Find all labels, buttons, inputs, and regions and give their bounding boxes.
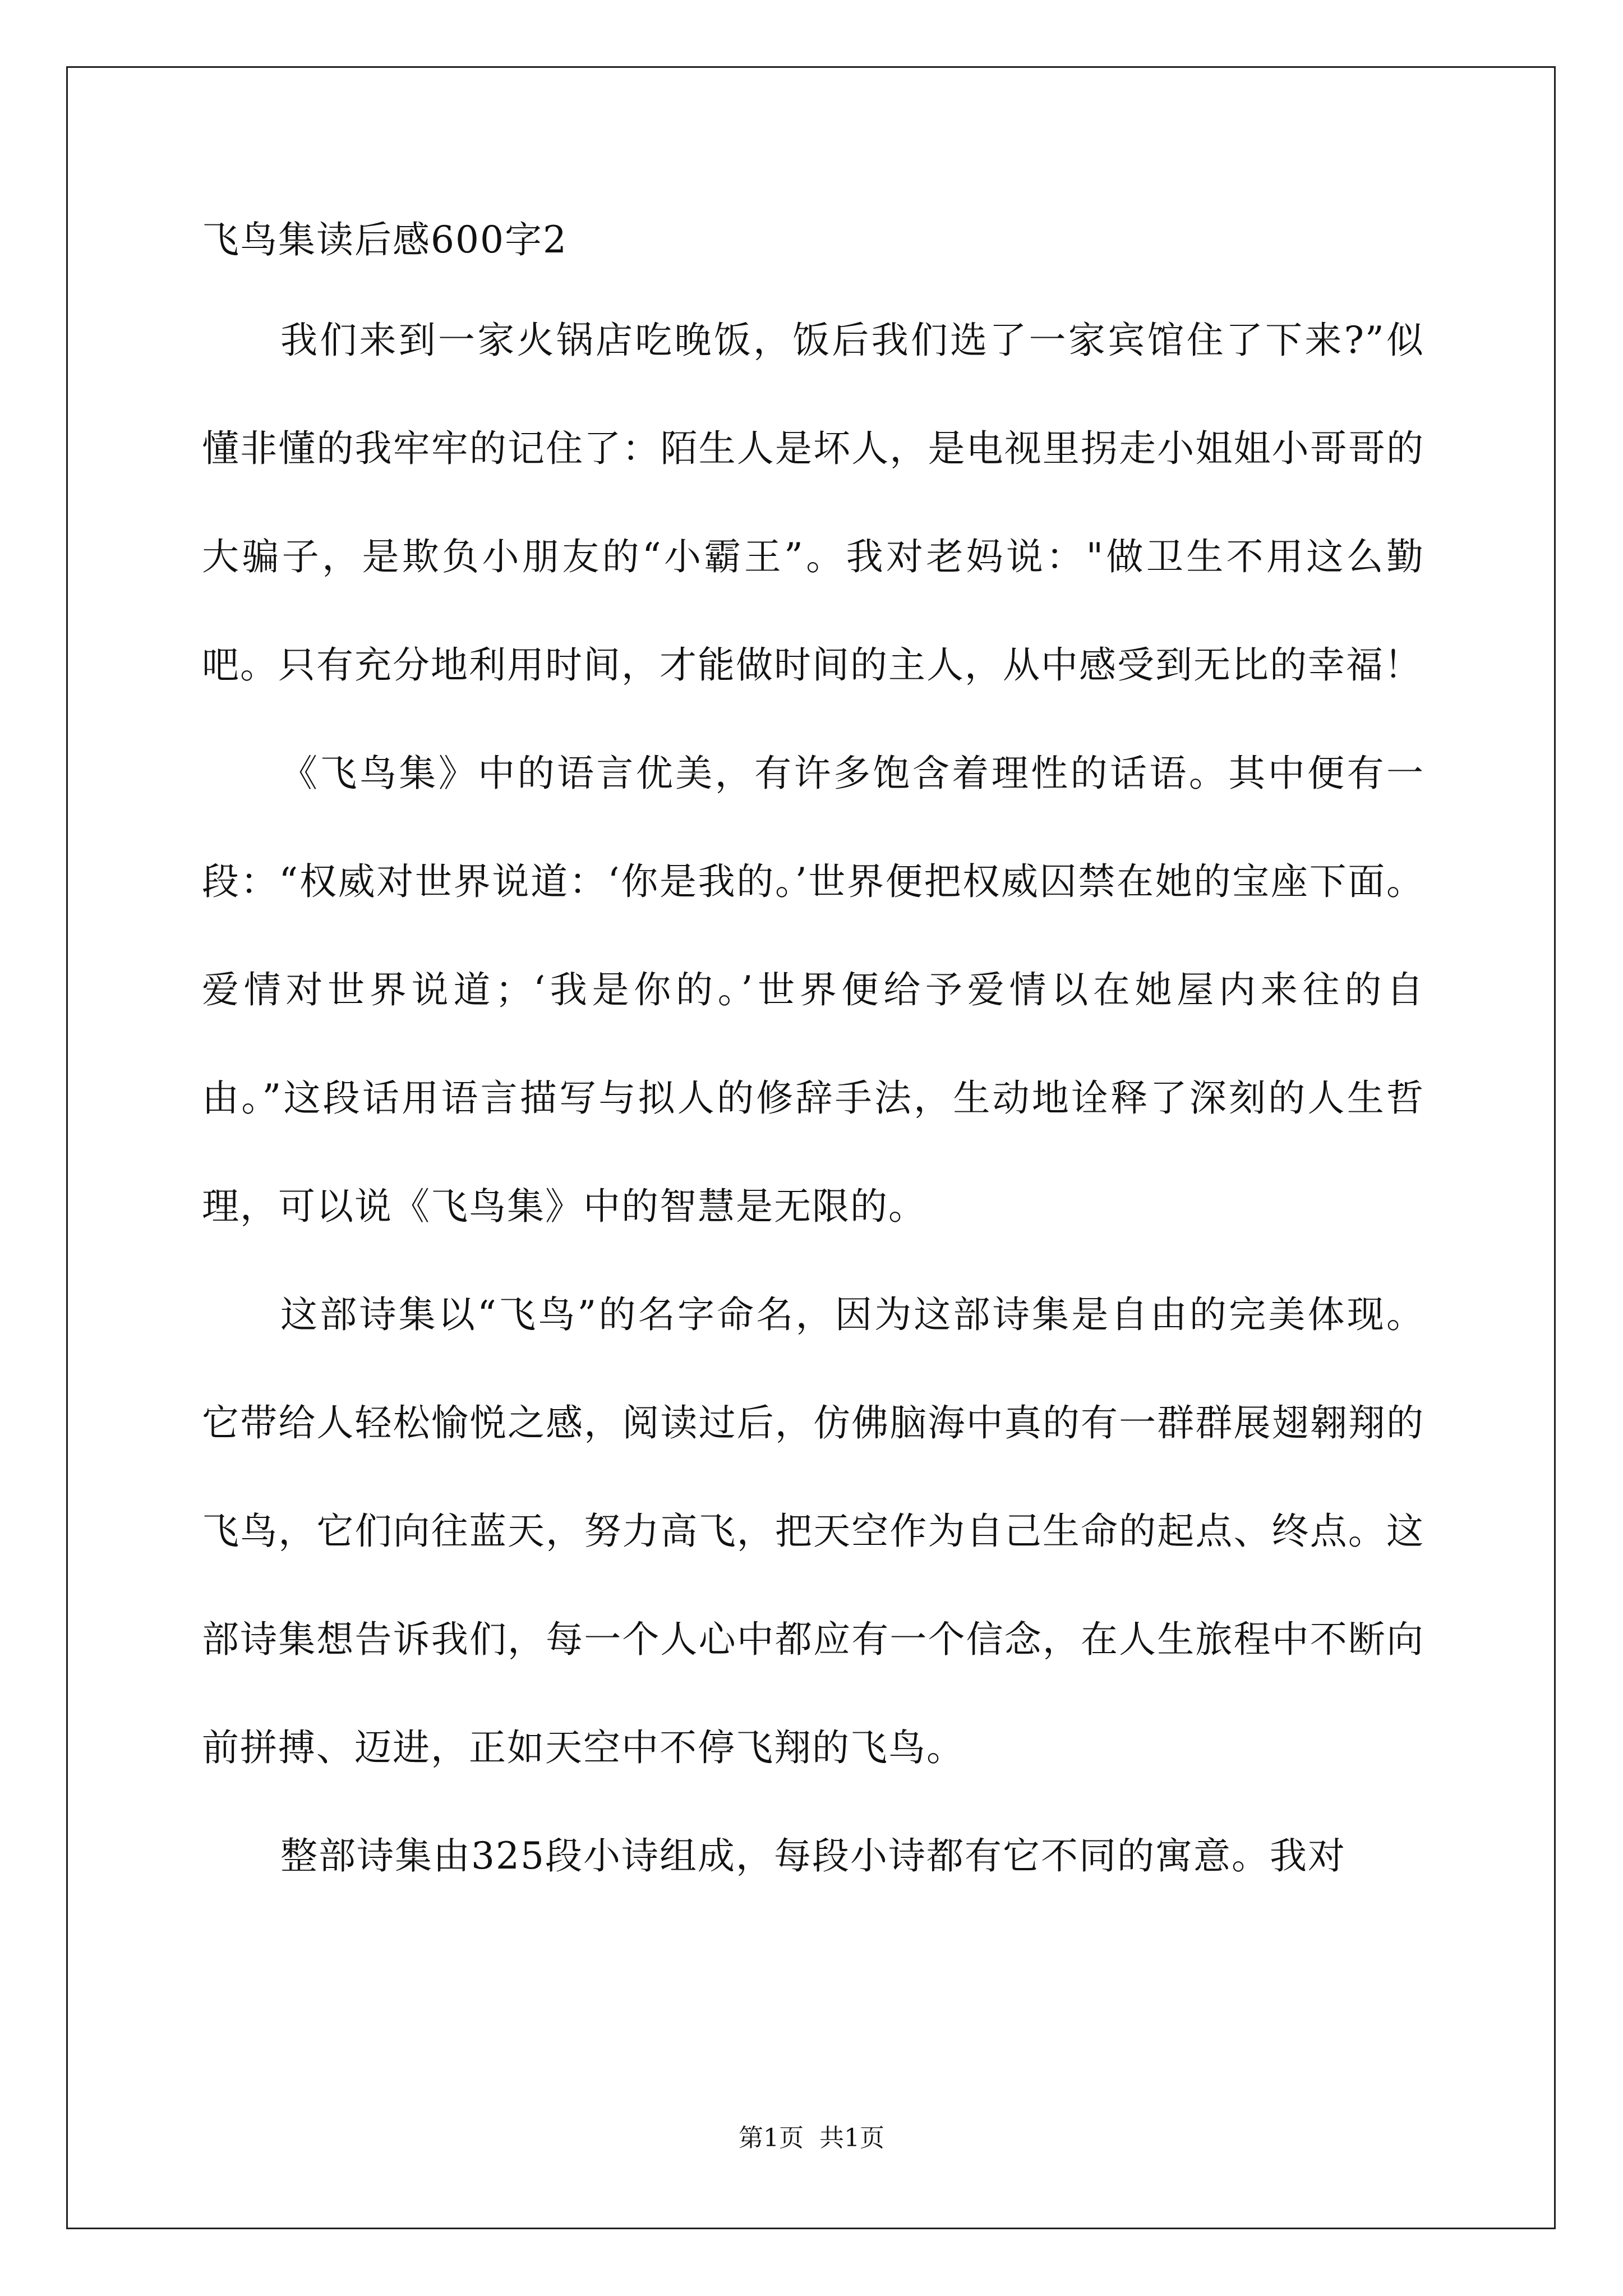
paragraph-1: 我们来到一家火锅店吃晚饭，饭后我们选了一家宾馆住了下来?”似懂非懂的我牢牢的记住了：陌生人是坏人，是电视里拐走小姐姐小哥哥的大骗子，是欺负小朋友的“小霸王”。我对老妈说："做卫生不用这么勤吧。只有充分地利用时间，才能做时间的主人，从中感受到无比的幸福！: [202, 319, 1424, 687]
paragraph-2: 《飞鸟集》中的语言优美，有许多饱含着理性的话语。其中便有一段：“权威对世界说道：‘你是我的。’世界便把权威囚禁在她的宝座下面。爱情对世界说道；‘我是你的。’世界便给予爱情以在她屋内来往的自由。”这段话用语言描写与拟人的修辞手法，生动地诠释了深刻的人生哲理，可以说《飞鸟集》中的智慧是无限的。: [202, 752, 1424, 1228]
page-footer: 第1页 共1页: [739, 2124, 884, 2152]
paragraph-3: 这部诗集以“飞鸟”的名字命名，因为这部诗集是自由的完美体现。它带给人轻松愉悦之感，阅读过后，仿佛脑海中真的有一群群展翅翱翔的飞鸟，它们向往蓝天，努力高飞，把天空作为自己生命的起点、终点。这部诗集想告诉我们，每一个人心中都应有一个信念，在人生旅程中不断向前拼搏、迈进，正如天空中不停飞翔的飞鸟。: [202, 1293, 1424, 1769]
document-title: 飞鸟集读后感600字2: [202, 218, 568, 261]
document-body: [202, 286, 1424, 1910]
paragraph-4: 整部诗集由325段小诗组成，每段小诗都有它不同的寓意。我对: [280, 1834, 1346, 1878]
